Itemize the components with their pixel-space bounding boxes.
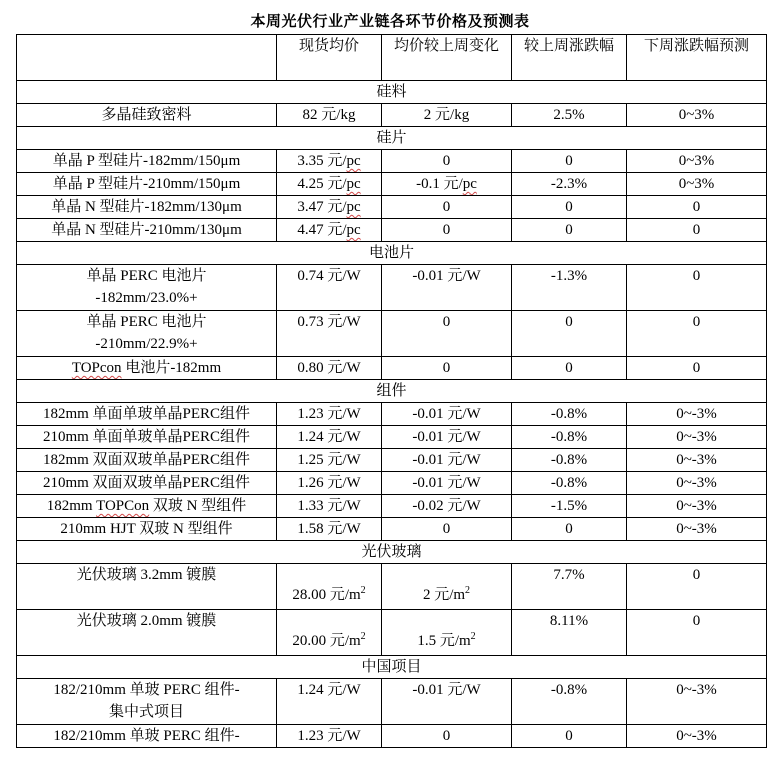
table-row: [17, 311, 767, 357]
header-blank: [17, 35, 277, 81]
label-part: 双玻 N 型组件: [149, 498, 247, 514]
table-row: [17, 495, 767, 518]
header-row: [17, 35, 767, 81]
weekly-change: [382, 173, 512, 196]
weekly-pct: 0: [512, 150, 627, 173]
row-label: 182/210mm 单玻 PERC 组件-: [17, 725, 277, 748]
weekly-pct: -0.8%: [512, 679, 627, 725]
spot-price: 0.73 元/W: [277, 311, 382, 357]
row-label: [17, 495, 277, 518]
weekly-pct: -0.8%: [512, 472, 627, 495]
header-spot-price: 现货均价: [277, 35, 382, 81]
spot-price: 1.58 元/W: [277, 518, 382, 541]
unit-superscript: 2: [360, 585, 366, 596]
table-row: [17, 104, 767, 127]
weekly-change: 0: [382, 219, 512, 242]
weekly-pct: 0: [512, 311, 627, 357]
forecast: 0: [627, 357, 767, 380]
weekly-pct: 0: [512, 196, 627, 219]
header-weekly-pct: 较上周涨跌幅: [512, 35, 627, 81]
weekly-change: -0.01 元/W: [382, 449, 512, 472]
table-row: [17, 564, 767, 610]
row-label: 单晶 N 型硅片-182mm/130μm: [17, 196, 277, 219]
row-label: 210mm 双面双玻单晶PERC组件: [17, 472, 277, 495]
section-cell: 电池片: [17, 242, 767, 265]
section-polysilicon: 硅料: [17, 81, 767, 104]
price-value: 20.00 元/m: [292, 633, 361, 649]
table-row: [17, 196, 767, 219]
forecast: 0~-3%: [627, 426, 767, 449]
forecast: 0: [627, 219, 767, 242]
price-value: 28.00 元/m: [292, 587, 361, 603]
weekly-pct: 0: [512, 518, 627, 541]
forecast: 0~-3%: [627, 679, 767, 725]
section-row: [17, 81, 767, 104]
forecast: 0~-3%: [627, 472, 767, 495]
spot-price: [277, 150, 382, 173]
spot-price: 1.24 元/W: [277, 679, 382, 725]
forecast: 0~3%: [627, 150, 767, 173]
weekly-change: -0.01 元/W: [382, 265, 512, 311]
row-label: 光伏玻璃 2.0mm 镀膜: [17, 610, 277, 656]
weekly-change: 2 元/kg: [382, 104, 512, 127]
weekly-pct: -0.8%: [512, 403, 627, 426]
unit-text: pc: [462, 176, 477, 192]
spot-price: [277, 564, 382, 610]
unit-text: pc: [346, 176, 361, 192]
label-line: -210mm/22.9%+: [95, 336, 198, 352]
topcon-text: TOPcon: [71, 360, 122, 376]
weekly-change: -0.01 元/W: [382, 679, 512, 725]
weekly-change: 0: [382, 150, 512, 173]
row-label: 单晶 P 型硅片-182mm/150μm: [17, 150, 277, 173]
section-row: [17, 127, 767, 150]
table-row: [17, 725, 767, 748]
spot-price: [277, 219, 382, 242]
table-row: [17, 472, 767, 495]
label-rest: 电池片-182mm: [121, 360, 222, 376]
spot-price: [277, 173, 382, 196]
forecast: 0~3%: [627, 173, 767, 196]
row-label: 单晶 N 型硅片-210mm/130μm: [17, 219, 277, 242]
label-part: 182mm: [46, 498, 97, 514]
weekly-change: -0.01 元/W: [382, 403, 512, 426]
row-label: 210mm HJT 双玻 N 型组件: [17, 518, 277, 541]
forecast: 0~-3%: [627, 518, 767, 541]
weekly-pct: 0: [512, 725, 627, 748]
spot-price: 1.26 元/W: [277, 472, 382, 495]
section-row: [17, 656, 767, 679]
weekly-change: -0.02 元/W: [382, 495, 512, 518]
label-line: 单晶 PERC 电池片: [86, 268, 207, 284]
table-row: [17, 679, 767, 725]
unit-superscript: 2: [465, 585, 471, 596]
unit-superscript: 2: [470, 631, 476, 642]
weekly-pct: -1.5%: [512, 495, 627, 518]
weekly-pct: 8.11%: [512, 610, 627, 656]
row-label: [17, 311, 277, 357]
weekly-pct: -0.8%: [512, 426, 627, 449]
table-row: [17, 610, 767, 656]
price-value: 3.47 元/: [297, 199, 347, 215]
unit-text: pc: [346, 222, 361, 238]
forecast: 0: [627, 265, 767, 311]
spot-price: [277, 610, 382, 656]
section-row: [17, 380, 767, 403]
forecast: 0~3%: [627, 104, 767, 127]
section-china: 中国项目: [17, 656, 767, 679]
forecast: 0: [627, 196, 767, 219]
forecast: 0: [627, 610, 767, 656]
row-label: [17, 679, 277, 725]
table-row: [17, 219, 767, 242]
unit-text: pc: [346, 153, 361, 169]
row-label: 单晶 P 型硅片-210mm/150μm: [17, 173, 277, 196]
row-label: [17, 357, 277, 380]
change-value: 2 元/m: [422, 587, 466, 603]
weekly-pct: 7.7%: [512, 564, 627, 610]
spot-price: [277, 196, 382, 219]
row-label: 多晶硅致密料: [17, 104, 277, 127]
weekly-change: 0: [382, 518, 512, 541]
weekly-change: 0: [382, 357, 512, 380]
weekly-change: 0: [382, 725, 512, 748]
row-label: 210mm 单面单玻单晶PERC组件: [17, 426, 277, 449]
spot-price: 82 元/kg: [277, 104, 382, 127]
row-label: 182mm 单面单玻单晶PERC组件: [17, 403, 277, 426]
section-glass: 光伏玻璃: [17, 541, 767, 564]
spot-price: 1.24 元/W: [277, 426, 382, 449]
price-table: [16, 34, 767, 748]
label-line: 182/210mm 单玻 PERC 组件-: [53, 682, 240, 698]
forecast: 0: [627, 311, 767, 357]
forecast: 0~-3%: [627, 403, 767, 426]
weekly-pct: 0: [512, 357, 627, 380]
table-row: [17, 449, 767, 472]
weekly-change: 0: [382, 311, 512, 357]
table-row: [17, 265, 767, 311]
table-row: [17, 173, 767, 196]
weekly-pct: -0.8%: [512, 449, 627, 472]
weekly-change: 0: [382, 196, 512, 219]
topcon-text: TOPCon: [96, 498, 150, 514]
weekly-change: [382, 610, 512, 656]
table-row: [17, 518, 767, 541]
spot-price: 1.25 元/W: [277, 449, 382, 472]
weekly-change: -0.01 元/W: [382, 426, 512, 449]
price-value: 4.47 元/: [297, 222, 347, 238]
header-weekly-change: 均价较上周变化: [382, 35, 512, 81]
weekly-pct: -2.3%: [512, 173, 627, 196]
header-forecast: 下周涨跌幅预测: [627, 35, 767, 81]
spot-price: 1.33 元/W: [277, 495, 382, 518]
price-value: 4.25 元/: [297, 176, 347, 192]
page-title: 本周光伏行业产业链各环节价格及预测表: [250, 12, 530, 30]
unit-text: pc: [346, 199, 361, 215]
section-wafer: 硅片: [17, 127, 767, 150]
table-row: [17, 150, 767, 173]
label-line: 集中式项目: [108, 704, 184, 720]
weekly-pct: 0: [512, 219, 627, 242]
change-value: -0.1 元/: [416, 176, 463, 192]
table-row: [17, 426, 767, 449]
label-line: 单晶 PERC 电池片: [86, 314, 207, 330]
spot-price: 0.80 元/W: [277, 357, 382, 380]
section-row: [17, 541, 767, 564]
weekly-pct: -1.3%: [512, 265, 627, 311]
forecast: 0: [627, 564, 767, 610]
spot-price: 1.23 元/W: [277, 725, 382, 748]
forecast: 0~-3%: [627, 495, 767, 518]
forecast: 0~-3%: [627, 725, 767, 748]
section-module: 组件: [17, 380, 767, 403]
row-label: 182mm 双面双玻单晶PERC组件: [17, 449, 277, 472]
row-label: [17, 265, 277, 311]
change-value: 1.5 元/m: [417, 633, 471, 649]
spot-price: 1.23 元/W: [277, 403, 382, 426]
unit-superscript: 2: [360, 631, 366, 642]
weekly-pct: 2.5%: [512, 104, 627, 127]
label-line: -182mm/23.0%+: [95, 290, 198, 306]
weekly-change: [382, 564, 512, 610]
row-label: 光伏玻璃 3.2mm 镀膜: [17, 564, 277, 610]
spot-price: 0.74 元/W: [277, 265, 382, 311]
forecast: 0~-3%: [627, 449, 767, 472]
section-row: [17, 242, 767, 265]
table-row: [17, 403, 767, 426]
weekly-change: -0.01 元/W: [382, 472, 512, 495]
table-row: [17, 357, 767, 380]
price-value: 3.35 元/: [297, 153, 347, 169]
